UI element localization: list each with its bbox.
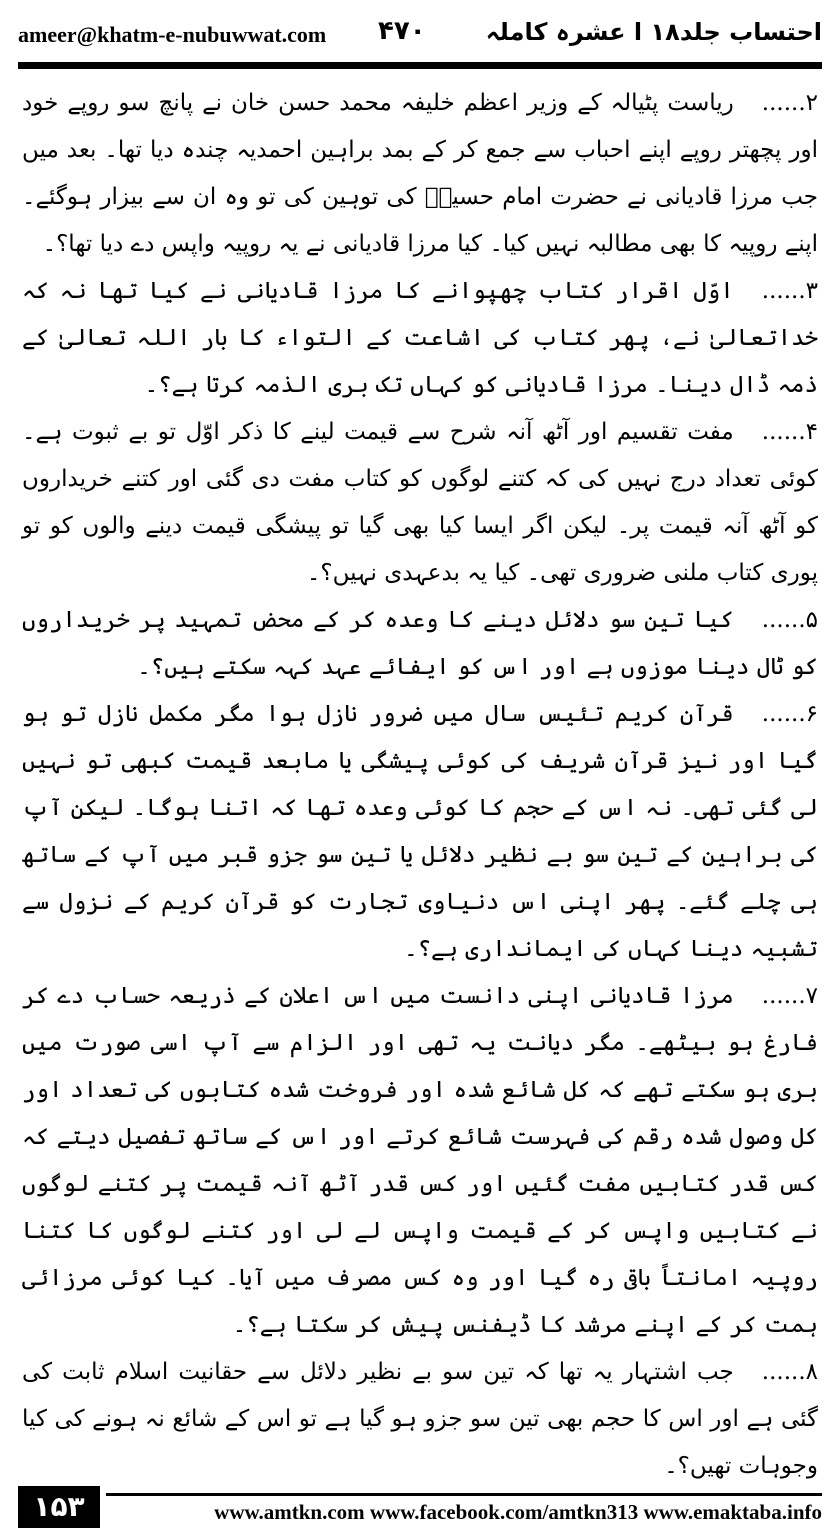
- paragraph-3: [22, 268, 818, 409]
- paragraph-text: کیا تین سو دلائل دینے کا وعدہ کر کے محض تمہید پر خریداروں کو ٹال دینا موزوں ہے اور اس کو ایفائے عہد کہہ سکتے ہیں؟۔: [22, 607, 818, 680]
- paragraph-text: مفت تقسیم اور آٹھ آنہ شرح سے قیمت لینے کا ذکر اوّل تو بے ثبوت ہے۔ کوئی تعداد درج نہیں کی کہ کتنے لوگوں کو کتاب مفت دی گئی اور کتنے خریداروں کو آٹھ آنہ قیمت پر۔ لیکن اگر ایسا کیا بھی گیا تو پیشگی قیمت دینے والوں کو تو پوری کتاب ملنی ضروری تھی۔ کیا یہ بدعہدی نہیں؟۔: [22, 419, 818, 586]
- footer-divider: [106, 1493, 822, 1496]
- paragraph-number: ۸......: [761, 1359, 818, 1385]
- page-header: [18, 14, 822, 54]
- paragraph-number: ۷......: [761, 983, 818, 1009]
- paragraph-8: [22, 1349, 818, 1490]
- paragraph-4: [22, 409, 818, 597]
- page-body: [22, 80, 818, 1479]
- paragraph-5: [22, 597, 818, 691]
- paragraph-text: ریاست پٹیالہ کے وزیر اعظم خلیفہ محمد حسن خان نے پانچ سو روپے خود اور پچھتر روپے اپنے احباب سے جمع کر کے بمد براہین احمدیہ چندہ دیا تھا۔ بعد میں جب مرزا قادیانی نے حضرت امام حسینؓ کی توہین کی تو وہ ان سے بیزار ہوگئے۔ اپنے روپیہ کا بھی مطالبہ نہیں کیا۔ کیا مرزا قادیانی نے یہ روپیہ واپس دے دیا تھا؟۔: [22, 90, 818, 257]
- paragraph-number: ۵......: [761, 607, 818, 633]
- header-page-number: ۴۷۰: [378, 16, 426, 46]
- paragraph-7: [22, 973, 818, 1349]
- header-book-title: احتساب جلد۱۸ ا عشرہ کاملہ: [485, 18, 822, 46]
- paragraph-text: اوّل اقرار کتاب چھپوانے کا مرزا قادیانی نے کیا تھا نہ کہ خداتعالیٰ نے، پھر کتاب کی اشاعت کے التواء کا بار اللہ تعالیٰ کے ذمہ ڈال دینا۔ مرزا قادیانی کو کہاں تک بری الذمہ کرتا ہے؟۔: [22, 278, 818, 398]
- paragraph-number: ۳......: [761, 278, 818, 304]
- paragraph-6: [22, 691, 818, 973]
- header-divider: [18, 62, 822, 69]
- footer-page-number: ۱۵۳: [18, 1486, 100, 1528]
- paragraph-text: مرزا قادیانی اپنی دانست میں اس اعلان کے ذریعہ حساب دے کر فارغ ہو بیٹھے۔ مگر دیانت یہ تھی اور الزام سے آپ اسی صورت میں بری ہو سکتے تھے کہ کل شائع شدہ اور فروخت شدہ کتابوں کی تعداد اور کل وصول شدہ رقم کی فہرست شائع کرتے اور اس کے ساتھ تفصیل دیتے کہ کس قدر کتابیں مفت گئیں اور کس قدر آٹھ آنہ قیمت پر کتنے لوگوں نے کتابیں واپس کر کے قیمت واپس لے لی اور کتنے لوگوں کا کتنا روپیہ امانتاً باقی رہ گیا اور وہ کس مصرف میں آیا۔ کیا کوئی مرزائی ہمت کر کے اپنے مرشد کا ڈیفنس پیش کر سکتا ہے؟۔: [22, 983, 818, 1338]
- paragraph-text: قرآن کریم تئیس سال میں ضرور نازل ہوا مگر مکمل نازل تو ہو گیا اور نیز قرآن شریف کی کوئی پیشگی یا مابعد قیمت کبھی تو نہیں لی گئی تھی۔ نہ اس کے حجم کا کوئی وعدہ تھا کہ اتنا ہوگا۔ لیکن آپ کی براہین کے تین سو بے نظیر دلائل یا تین سو جزو قبر میں آپ کے ساتھ ہی چلے گئے۔ پھر اپنی اس دنیاوی تجارت کو قرآن کریم کے نزول سے تشبیہ دینا کہاں کی ایمانداری ہے؟۔: [22, 701, 818, 962]
- paragraph-2: [22, 80, 818, 268]
- paragraph-number: ۴......: [761, 419, 818, 445]
- paragraph-number: ۲......: [761, 90, 818, 116]
- footer-links: www.amtkn.com www.facebook.com/amtkn313 www.emaktaba.info: [214, 1500, 822, 1524]
- paragraph-number: ۶......: [761, 701, 818, 727]
- paragraph-text: جب اشتہار یہ تھا کہ تین سو بے نظیر دلائل سے حقانیت اسلام ثابت کی گئی ہے اور اس کا حجم بھی تین سو جزو ہو گیا ہے تو اس کے شائع نہ ہونے کی کیا وجوہات تھیں؟۔: [22, 1359, 818, 1479]
- header-email: ameer@khatm-e-nubuwwat.com: [18, 22, 327, 47]
